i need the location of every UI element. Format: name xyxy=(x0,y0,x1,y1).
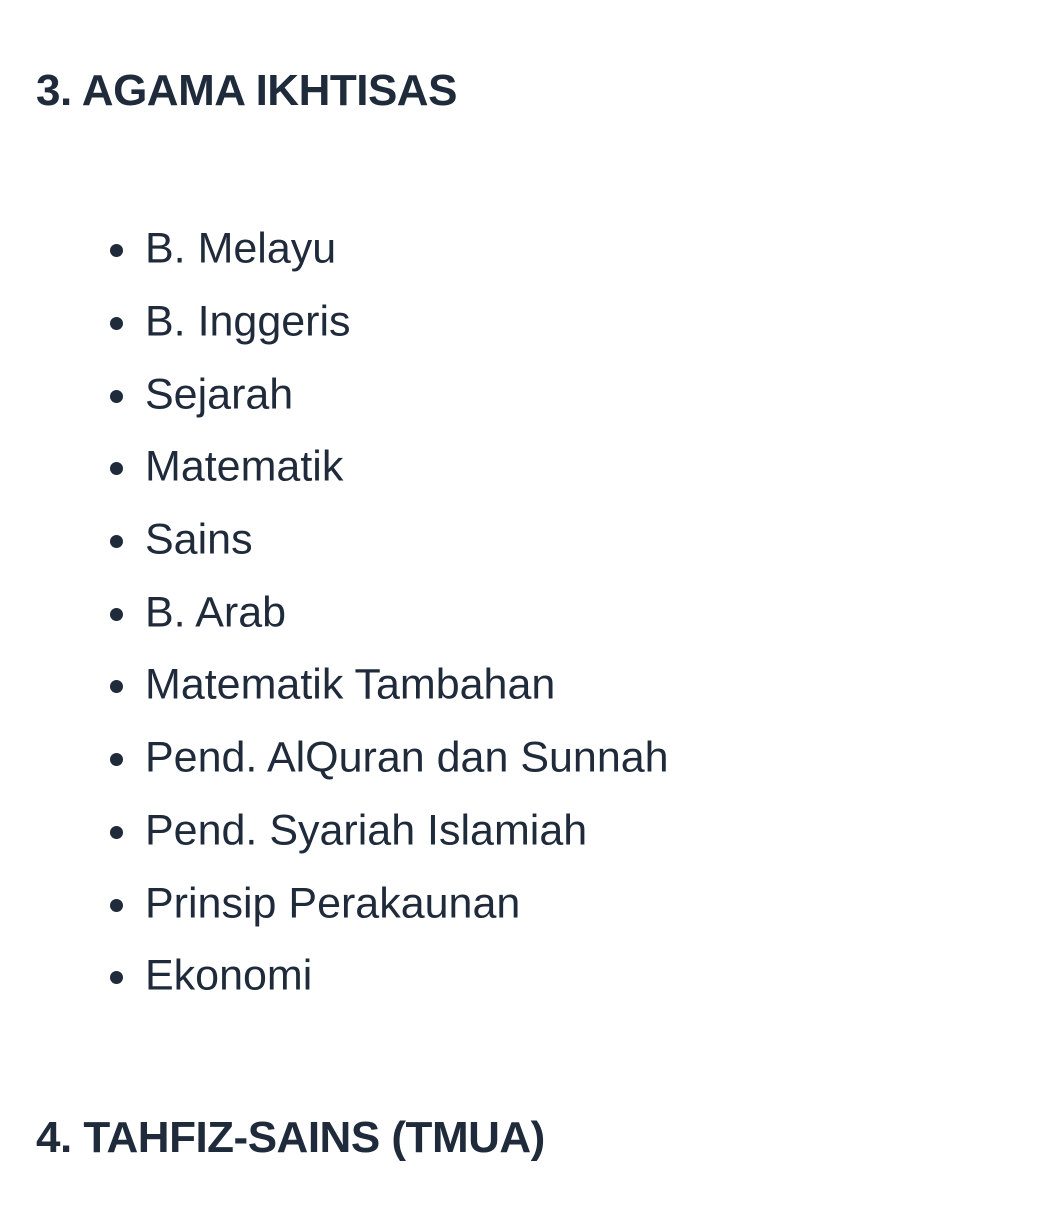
section-heading-tahfiz-sains: 4. TAHFIZ-SAINS (TMUA) xyxy=(36,1113,545,1162)
subject-label: Matematik xyxy=(145,443,344,492)
bullet-icon xyxy=(110,317,123,330)
bullet-icon xyxy=(110,390,123,403)
bullet-icon xyxy=(110,244,123,257)
list-item xyxy=(0,796,1058,869)
bullet-icon xyxy=(110,826,123,839)
subject-list xyxy=(0,214,1058,1014)
subject-label: B. Inggeris xyxy=(145,297,351,346)
subject-label: Ekonomi xyxy=(145,951,313,1000)
subject-label: B. Melayu xyxy=(145,224,337,273)
bullet-icon xyxy=(110,971,123,984)
list-item xyxy=(0,723,1058,796)
subject-label: Matematik Tambahan xyxy=(145,661,556,710)
subject-label: Pend. Syariah Islamiah xyxy=(145,806,588,855)
list-item xyxy=(0,214,1058,287)
list-item xyxy=(0,432,1058,505)
section-heading-agama-ikhtisas: 3. AGAMA IKHTISAS xyxy=(36,66,457,115)
subject-label: Sejarah xyxy=(145,370,294,419)
list-item xyxy=(0,650,1058,723)
list-item xyxy=(0,941,1058,1014)
list-item xyxy=(0,577,1058,650)
bullet-icon xyxy=(110,753,123,766)
subject-label: Sains xyxy=(145,515,253,564)
bullet-icon xyxy=(110,462,123,475)
list-item xyxy=(0,359,1058,432)
list-item xyxy=(0,287,1058,360)
subject-label: B. Arab xyxy=(145,588,287,637)
bullet-icon xyxy=(110,535,123,548)
list-item xyxy=(0,868,1058,941)
bullet-icon xyxy=(110,899,123,912)
subject-label: Pend. AlQuran dan Sunnah xyxy=(145,733,669,782)
bullet-icon xyxy=(110,680,123,693)
bullet-icon xyxy=(110,608,123,621)
list-item xyxy=(0,505,1058,578)
subject-label: Prinsip Perakaunan xyxy=(145,879,521,928)
